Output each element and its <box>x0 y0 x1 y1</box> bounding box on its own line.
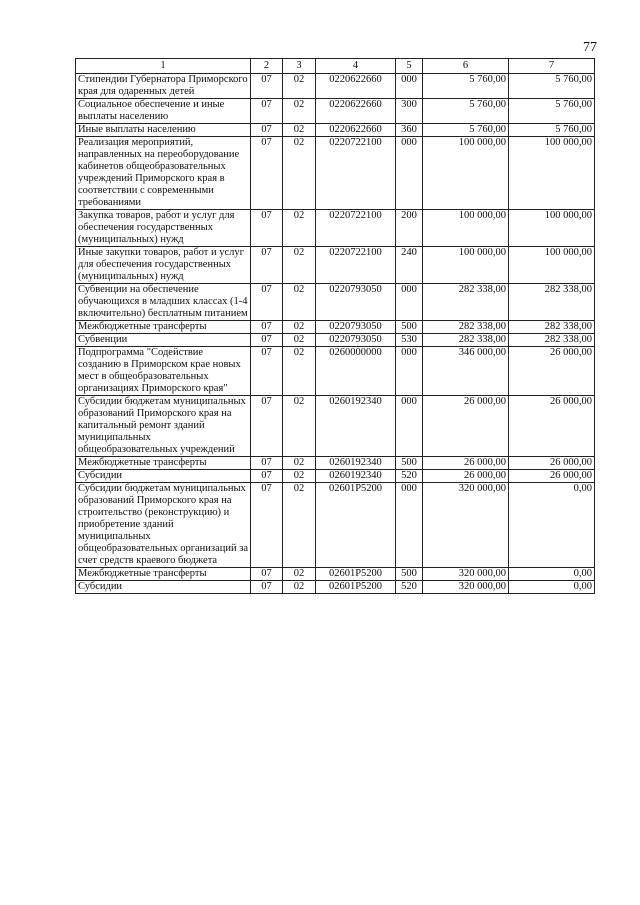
table-row <box>76 470 595 483</box>
target-article-cell: 0220793050 <box>316 334 396 347</box>
amount-col7-cell: 5 760,00 <box>509 99 595 124</box>
target-article-cell: 02601P5200 <box>316 483 396 568</box>
column-header: 1 <box>76 59 251 74</box>
subsection-code-cell: 02 <box>283 247 316 284</box>
section-code-cell: 07 <box>251 568 283 581</box>
column-header: 5 <box>396 59 423 74</box>
column-header: 2 <box>251 59 283 74</box>
expense-type-cell: 000 <box>396 137 423 210</box>
row-name-cell: Межбюджетные трансферты <box>76 568 251 581</box>
amount-col7-cell: 5 760,00 <box>509 124 595 137</box>
target-article-cell: 0260192340 <box>316 470 396 483</box>
subsection-code-cell: 02 <box>283 210 316 247</box>
subsection-code-cell: 02 <box>283 483 316 568</box>
amount-col6-cell: 100 000,00 <box>423 210 509 247</box>
row-name-cell: Иные выплаты населению <box>76 124 251 137</box>
target-article-cell: 0220622660 <box>316 99 396 124</box>
amount-col7-cell: 100 000,00 <box>509 137 595 210</box>
expense-type-cell: 300 <box>396 99 423 124</box>
expense-type-cell: 500 <box>396 568 423 581</box>
subsection-code-cell: 02 <box>283 457 316 470</box>
expense-type-cell: 360 <box>396 124 423 137</box>
amount-col6-cell: 282 338,00 <box>423 284 509 321</box>
amount-col7-cell: 282 338,00 <box>509 334 595 347</box>
amount-col6-cell: 100 000,00 <box>423 137 509 210</box>
amount-col6-cell: 26 000,00 <box>423 470 509 483</box>
target-article-cell: 0220793050 <box>316 321 396 334</box>
amount-col6-cell: 26 000,00 <box>423 396 509 457</box>
table-row <box>76 99 595 124</box>
column-header: 7 <box>509 59 595 74</box>
amount-col6-cell: 320 000,00 <box>423 483 509 568</box>
expense-type-cell: 000 <box>396 347 423 396</box>
table-row <box>76 137 595 210</box>
table-row <box>76 321 595 334</box>
target-article-cell: 0260000000 <box>316 347 396 396</box>
section-code-cell: 07 <box>251 210 283 247</box>
expense-type-cell: 000 <box>396 396 423 457</box>
amount-col7-cell: 282 338,00 <box>509 321 595 334</box>
target-article-cell: 0220722100 <box>316 210 396 247</box>
subsection-code-cell: 02 <box>283 396 316 457</box>
amount-col6-cell: 26 000,00 <box>423 457 509 470</box>
table-row <box>76 396 595 457</box>
row-name-cell: Субсидии бюджетам муниципальных образований Приморского края на строительство (реконструкцию) и приобретение зданий муниципальных общеобразовательных организаций за счет средств краевого бюджета <box>76 483 251 568</box>
target-article-cell: 0260192340 <box>316 457 396 470</box>
amount-col6-cell: 5 760,00 <box>423 99 509 124</box>
row-name-cell: Стипендии Губернатора Приморского края для одаренных детей <box>76 74 251 99</box>
section-code-cell: 07 <box>251 74 283 99</box>
amount-col6-cell: 346 000,00 <box>423 347 509 396</box>
section-code-cell: 07 <box>251 247 283 284</box>
amount-col6-cell: 5 760,00 <box>423 124 509 137</box>
expense-type-cell: 000 <box>396 74 423 99</box>
row-name-cell: Субсидии бюджетам муниципальных образований Приморского края на капитальный ремонт зданий муниципальных общеобразовательных учреждений <box>76 396 251 457</box>
budget-table <box>75 58 595 594</box>
section-code-cell: 07 <box>251 347 283 396</box>
amount-col7-cell: 100 000,00 <box>509 247 595 284</box>
expense-type-cell: 000 <box>396 483 423 568</box>
subsection-code-cell: 02 <box>283 99 316 124</box>
row-name-cell: Иные закупки товаров, работ и услуг для обеспечения государственных (муниципальных) нужд <box>76 247 251 284</box>
page-number: 77 <box>583 40 597 55</box>
amount-col6-cell: 100 000,00 <box>423 247 509 284</box>
expense-type-cell: 000 <box>396 284 423 321</box>
subsection-code-cell: 02 <box>283 284 316 321</box>
header-row <box>76 59 595 74</box>
section-code-cell: 07 <box>251 470 283 483</box>
expense-type-cell: 530 <box>396 334 423 347</box>
column-header: 3 <box>283 59 316 74</box>
target-article-cell: 0220722100 <box>316 137 396 210</box>
row-name-cell: Социальное обеспечение и иные выплаты населению <box>76 99 251 124</box>
section-code-cell: 07 <box>251 99 283 124</box>
section-code-cell: 07 <box>251 284 283 321</box>
column-header: 6 <box>423 59 509 74</box>
subsection-code-cell: 02 <box>283 137 316 210</box>
table-row <box>76 124 595 137</box>
table-row <box>76 284 595 321</box>
section-code-cell: 07 <box>251 483 283 568</box>
table-row <box>76 347 595 396</box>
subsection-code-cell: 02 <box>283 581 316 594</box>
section-code-cell: 07 <box>251 137 283 210</box>
section-code-cell: 07 <box>251 457 283 470</box>
target-article-cell: 0220722100 <box>316 247 396 284</box>
row-name-cell: Межбюджетные трансферты <box>76 321 251 334</box>
row-name-cell: Субвенции на обеспечение обучающихся в младших классах (1-4 включительно) бесплатным питанием <box>76 284 251 321</box>
target-article-cell: 0220622660 <box>316 74 396 99</box>
amount-col7-cell: 26 000,00 <box>509 347 595 396</box>
table-row <box>76 210 595 247</box>
row-name-cell: Закупка товаров, работ и услуг для обеспечения государственных (муниципальных) нужд <box>76 210 251 247</box>
table-row <box>76 483 595 568</box>
amount-col7-cell: 26 000,00 <box>509 470 595 483</box>
section-code-cell: 07 <box>251 321 283 334</box>
expense-type-cell: 200 <box>396 210 423 247</box>
amount-col7-cell: 0,00 <box>509 581 595 594</box>
expense-type-cell: 500 <box>396 321 423 334</box>
target-article-cell: 0260192340 <box>316 396 396 457</box>
row-name-cell: Субвенции <box>76 334 251 347</box>
target-article-cell: 02601P5200 <box>316 581 396 594</box>
target-article-cell: 02601P5200 <box>316 568 396 581</box>
subsection-code-cell: 02 <box>283 347 316 396</box>
expense-type-cell: 240 <box>396 247 423 284</box>
row-name-cell: Субсидии <box>76 581 251 594</box>
amount-col7-cell: 5 760,00 <box>509 74 595 99</box>
row-name-cell: Подпрограмма "Содействие созданию в Приморском крае новых мест в общеобразовательных организациях Приморского края" <box>76 347 251 396</box>
amount-col7-cell: 0,00 <box>509 483 595 568</box>
amount-col6-cell: 5 760,00 <box>423 74 509 99</box>
target-article-cell: 0220622660 <box>316 124 396 137</box>
amount-col6-cell: 320 000,00 <box>423 568 509 581</box>
row-name-cell: Межбюджетные трансферты <box>76 457 251 470</box>
section-code-cell: 07 <box>251 334 283 347</box>
table-row <box>76 568 595 581</box>
table-row <box>76 334 595 347</box>
expense-type-cell: 500 <box>396 457 423 470</box>
amount-col6-cell: 320 000,00 <box>423 581 509 594</box>
column-header: 4 <box>316 59 396 74</box>
table-row <box>76 247 595 284</box>
target-article-cell: 0220793050 <box>316 284 396 321</box>
row-name-cell: Реализация мероприятий, направленных на переоборудование кабинетов общеобразовательных учреждений Приморского края в соответствии с современными требованиями <box>76 137 251 210</box>
table-row <box>76 457 595 470</box>
table-row <box>76 74 595 99</box>
row-name-cell: Субсидии <box>76 470 251 483</box>
subsection-code-cell: 02 <box>283 74 316 99</box>
amount-col7-cell: 26 000,00 <box>509 396 595 457</box>
amount-col7-cell: 100 000,00 <box>509 210 595 247</box>
amount-col6-cell: 282 338,00 <box>423 334 509 347</box>
subsection-code-cell: 02 <box>283 124 316 137</box>
section-code-cell: 07 <box>251 396 283 457</box>
table-row <box>76 581 595 594</box>
expense-type-cell: 520 <box>396 581 423 594</box>
amount-col6-cell: 282 338,00 <box>423 321 509 334</box>
subsection-code-cell: 02 <box>283 568 316 581</box>
subsection-code-cell: 02 <box>283 334 316 347</box>
amount-col7-cell: 0,00 <box>509 568 595 581</box>
expense-type-cell: 520 <box>396 470 423 483</box>
section-code-cell: 07 <box>251 581 283 594</box>
section-code-cell: 07 <box>251 124 283 137</box>
amount-col7-cell: 282 338,00 <box>509 284 595 321</box>
subsection-code-cell: 02 <box>283 470 316 483</box>
subsection-code-cell: 02 <box>283 321 316 334</box>
amount-col7-cell: 26 000,00 <box>509 457 595 470</box>
